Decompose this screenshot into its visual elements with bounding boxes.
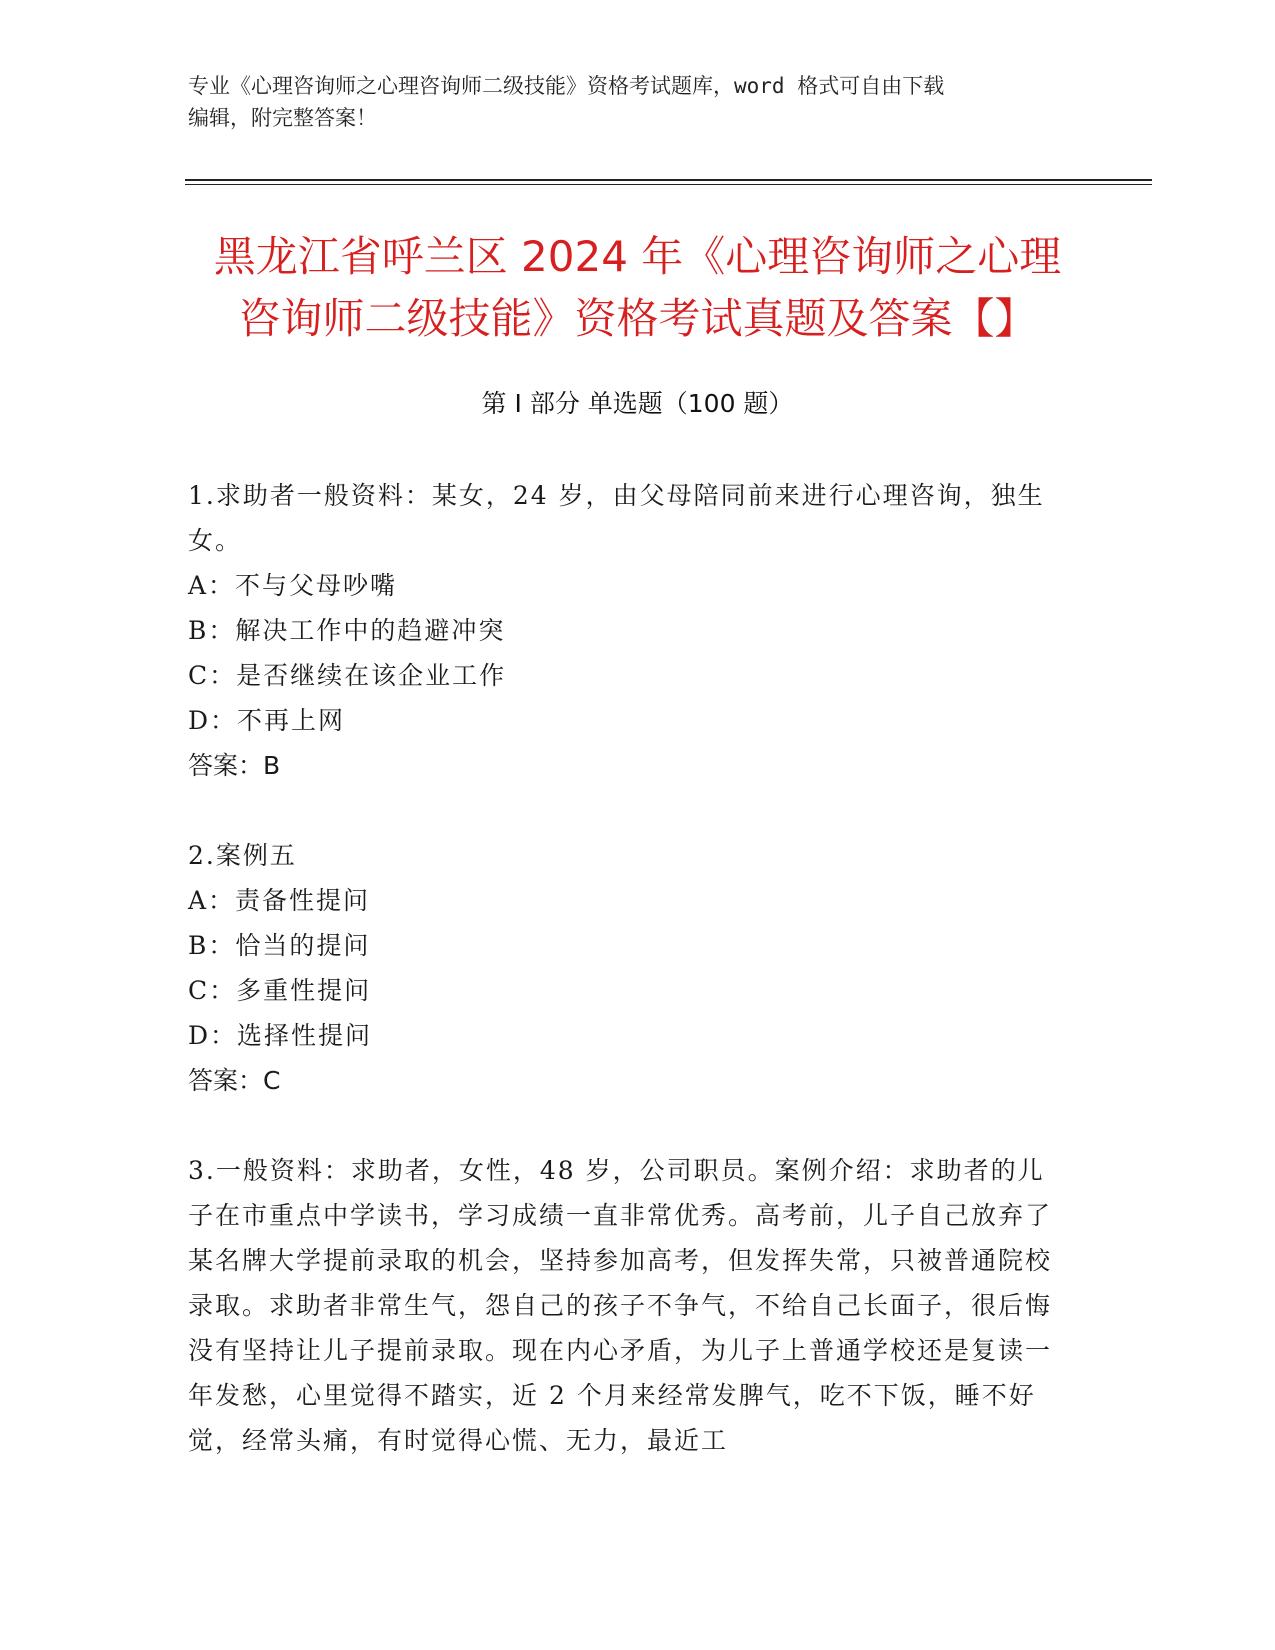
- document-header: [188, 70, 1068, 134]
- section-heading: 第 I 部分 单选题（100 题）: [481, 389, 794, 418]
- option-b: B：恰当的提问: [188, 931, 371, 960]
- question-list: [188, 473, 1068, 1463]
- answer: 答案：C: [188, 1066, 281, 1095]
- title-line-2: 咨询师二级技能》资格考试真题及答案【】: [238, 294, 1037, 343]
- question-1: [188, 473, 1068, 788]
- answer: 答案：B: [188, 751, 281, 780]
- option-c: C：是否继续在该企业工作: [188, 661, 507, 690]
- question-2: [188, 833, 1068, 1103]
- header-line-2: 编辑，附完整答案！: [188, 106, 377, 130]
- option-d: D：选择性提问: [188, 1021, 373, 1050]
- option-b: B：解决工作中的趋避冲突: [188, 616, 506, 645]
- option-a: A：不与父母吵嘴: [188, 571, 398, 600]
- header-divider-thick: [185, 179, 1152, 181]
- question-stem: 2.案例五: [188, 841, 297, 870]
- title-line-1: 黑龙江省呼兰区 2024 年《心理咨询师之心理: [213, 232, 1062, 281]
- header-line-1: 专业《心理咨询师之心理咨询师二级技能》资格考试题库，word 格式可自由下载: [188, 74, 945, 98]
- option-d: D：不再上网: [188, 706, 346, 735]
- page-title: [150, 226, 1125, 350]
- question-stem: 3.一般资料：求助者，女性，48 岁，公司职员。案例介绍：求助者的儿子在市重点中学读书，学习成绩一直非常优秀。高考前，儿子自己放弃了某名牌大学提前录取的机会，坚持参加高考，但发挥失常，只被普通院校录取。求助者非常生气，怨自己的孩子不争气，不给自己长面子，很后悔没有坚持让儿子提前录取。现在内心矛盾，为儿子上普通学校还是复读一年发愁，心里觉得不踏实，近 2 个月来经常发脾气，吃不下饭，睡不好觉，经常头痛，有时觉得心慌、无力，最近工: [188, 1156, 1053, 1455]
- question-stem: 1.求助者一般资料：某女，24 岁，由父母陪同前来进行心理咨询，独生女。: [188, 481, 1045, 555]
- question-3: [188, 1148, 1068, 1463]
- option-c: C：多重性提问: [188, 976, 372, 1005]
- header-divider-thin: [185, 184, 1152, 185]
- option-a: A：责备性提问: [188, 886, 371, 915]
